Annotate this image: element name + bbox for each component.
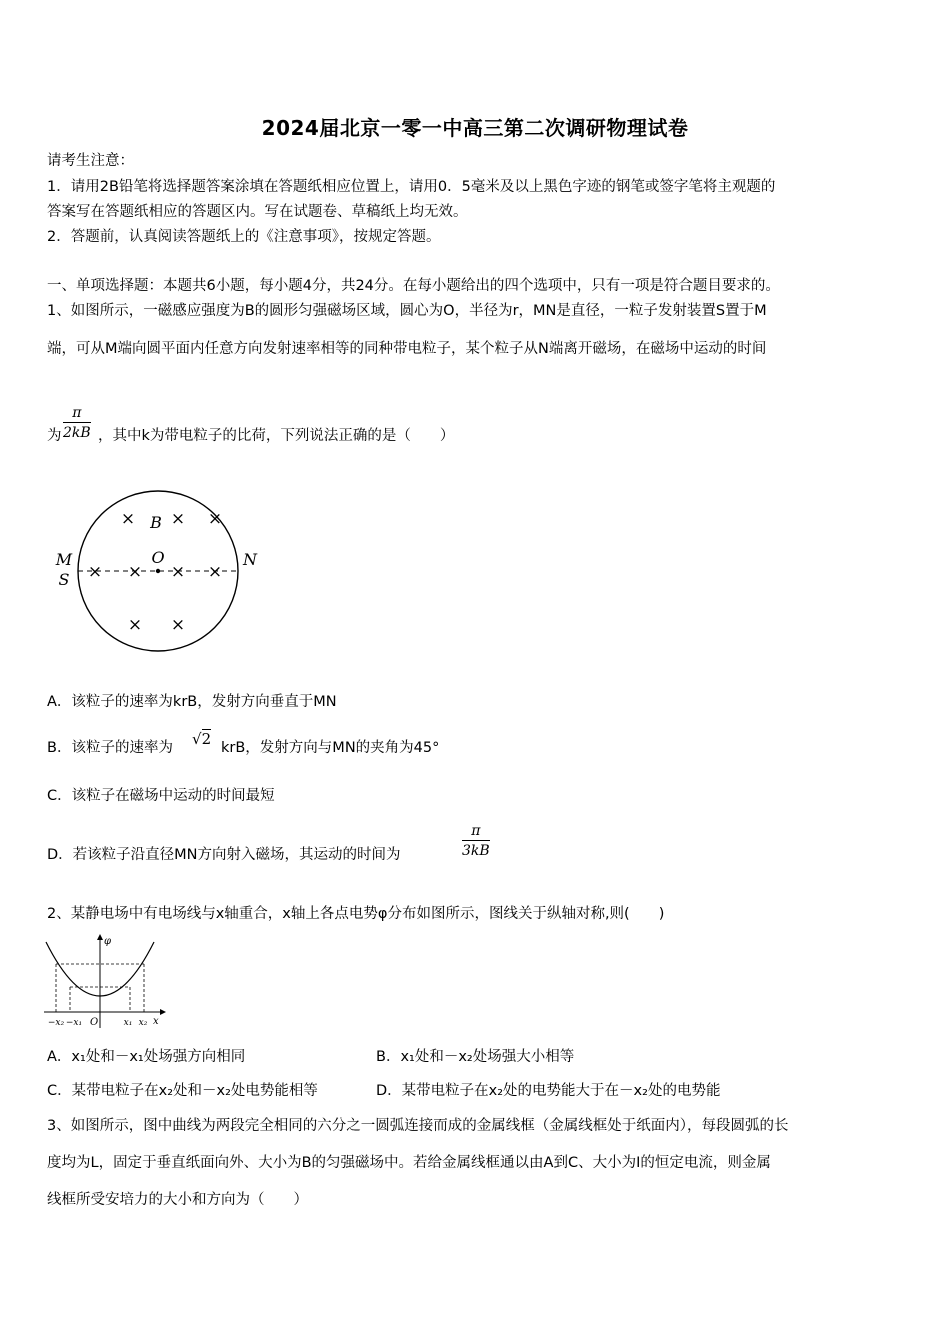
fraction-denominator: 3kB xyxy=(462,843,490,859)
q3-stem-line-1: 3、如图所示，图中曲线为两段完全相同的六分之一圆弧连接而成的金属线框（金属线框处于纸面内），每段圆弧的长 xyxy=(47,1118,789,1134)
cross-mark: × xyxy=(207,562,223,582)
q3-stem-line-3: 线框所受安培力的大小和方向为（ ） xyxy=(47,1192,308,1208)
notice-item-2: 2．答题前，认真阅读答题纸上的《注意事项》，按规定答题。 xyxy=(47,229,441,245)
label-m: M xyxy=(55,550,73,569)
notice-heading: 请考生注意： xyxy=(47,153,134,169)
q1-time-fraction xyxy=(63,404,91,443)
q2-option-d: D．某带电粒子在x₂处的电势能大于在－x₂处的电势能 xyxy=(376,1083,721,1099)
q2-stem: 2、某静电场中有电场线与x轴重合，x轴上各点电势φ分布如图所示，图线关于纵轴对称,则( ) xyxy=(47,906,665,922)
label-x: x xyxy=(153,1016,159,1027)
q1-option-d-prefix: D．若该粒子沿直径MN方向射入磁场，其运动的时间为 xyxy=(47,847,401,863)
label-x2: x₂ xyxy=(138,1018,148,1028)
label-s: S xyxy=(58,570,70,589)
notice-item-1-line-1: 1．请用2B铅笔将选择题答案涂填在答题纸相应位置上，请用0．5毫米及以上黑色字迹的钢笔或签字笔将主观题的 xyxy=(47,179,776,195)
q1-stem-line-3-suffix: ，其中k为带电粒子的比荷，下列说法正确的是（ ） xyxy=(98,428,455,444)
fraction-numerator: π xyxy=(462,822,490,841)
q2-option-c: C．某带电粒子在x₂处和－x₂处电势能相等 xyxy=(47,1083,318,1099)
label-b: B xyxy=(150,513,162,532)
q1-option-b-suffix: krB，发射方向与MN的夹角为45° xyxy=(221,740,440,756)
cross-mark: × xyxy=(87,562,103,582)
cross-mark: × xyxy=(170,509,186,529)
label-o: O xyxy=(90,1017,99,1028)
section-heading: 一、单项选择题：本题共6小题，每小题4分，共24分。在每小题给出的四个选项中，只有一项是符合题目要求的。 xyxy=(47,278,780,294)
cross-mark: × xyxy=(170,562,186,582)
sqrt-expression xyxy=(192,730,211,748)
label-neg-x1: −x₁ xyxy=(65,1018,83,1028)
cross-mark: × xyxy=(127,562,143,582)
q2-potential-graph xyxy=(40,932,170,1032)
q1-option-b-prefix: B．该粒子的速率为 xyxy=(47,740,173,756)
page-title: 2024届北京一零一中高三第二次调研物理试卷 xyxy=(261,116,689,140)
label-o: O xyxy=(151,548,165,567)
q3-stem-line-2: 度均为L，固定于垂直纸面向外、大小为B的匀强磁场中。若给金属线框通以由A到C、大小为I的恒定电流，则金属 xyxy=(47,1155,771,1171)
center-point xyxy=(156,569,160,573)
notice-item-1-line-2: 答案写在答题纸相应的答题区内。写在试题卷、草稿纸上均无效。 xyxy=(47,204,468,220)
sqrt-radicand: 2 xyxy=(201,730,212,748)
q1-option-c: C．该粒子在磁场中运动的时间最短 xyxy=(47,788,275,804)
label-x1: x₁ xyxy=(123,1018,133,1028)
sqrt-symbol: √ xyxy=(192,730,202,748)
label-phi: φ xyxy=(104,936,112,947)
cross-mark: × xyxy=(170,615,186,635)
fraction-denominator: 2kB xyxy=(63,425,91,441)
q1-stem-line-2: 端，可从M端向圆平面内任意方向发射速率相等的同种带电粒子，某个粒子从N端离开磁场，在磁场中运动的时间 xyxy=(47,341,767,357)
q2-option-a: A．x₁处和－x₁处场强方向相同 xyxy=(47,1049,246,1065)
q1-magnetic-field-figure xyxy=(50,485,270,660)
q1-stem-line-1: 1、如图所示，一磁感应强度为B的圆形匀强磁场区域，圆心为O，半径为r，MN是直径，一粒子发射装置S置于M xyxy=(47,303,767,319)
q1-option-d-fraction xyxy=(462,822,490,861)
cross-mark: × xyxy=(120,509,136,529)
label-neg-x2: −x₂ xyxy=(47,1018,65,1028)
q1-option-a: A．该粒子的速率为krB，发射方向垂直于MN xyxy=(47,694,337,710)
cross-mark: × xyxy=(207,509,223,529)
q2-option-b: B．x₁处和－x₂处场强大小相等 xyxy=(376,1049,575,1065)
cross-mark: × xyxy=(127,615,143,635)
q1-stem-line-3-prefix: 为 xyxy=(47,428,62,444)
phi-axis-arrow xyxy=(97,934,103,940)
x-axis-arrow xyxy=(160,1009,166,1015)
label-n: N xyxy=(243,550,257,569)
fraction-numerator: π xyxy=(63,404,91,423)
